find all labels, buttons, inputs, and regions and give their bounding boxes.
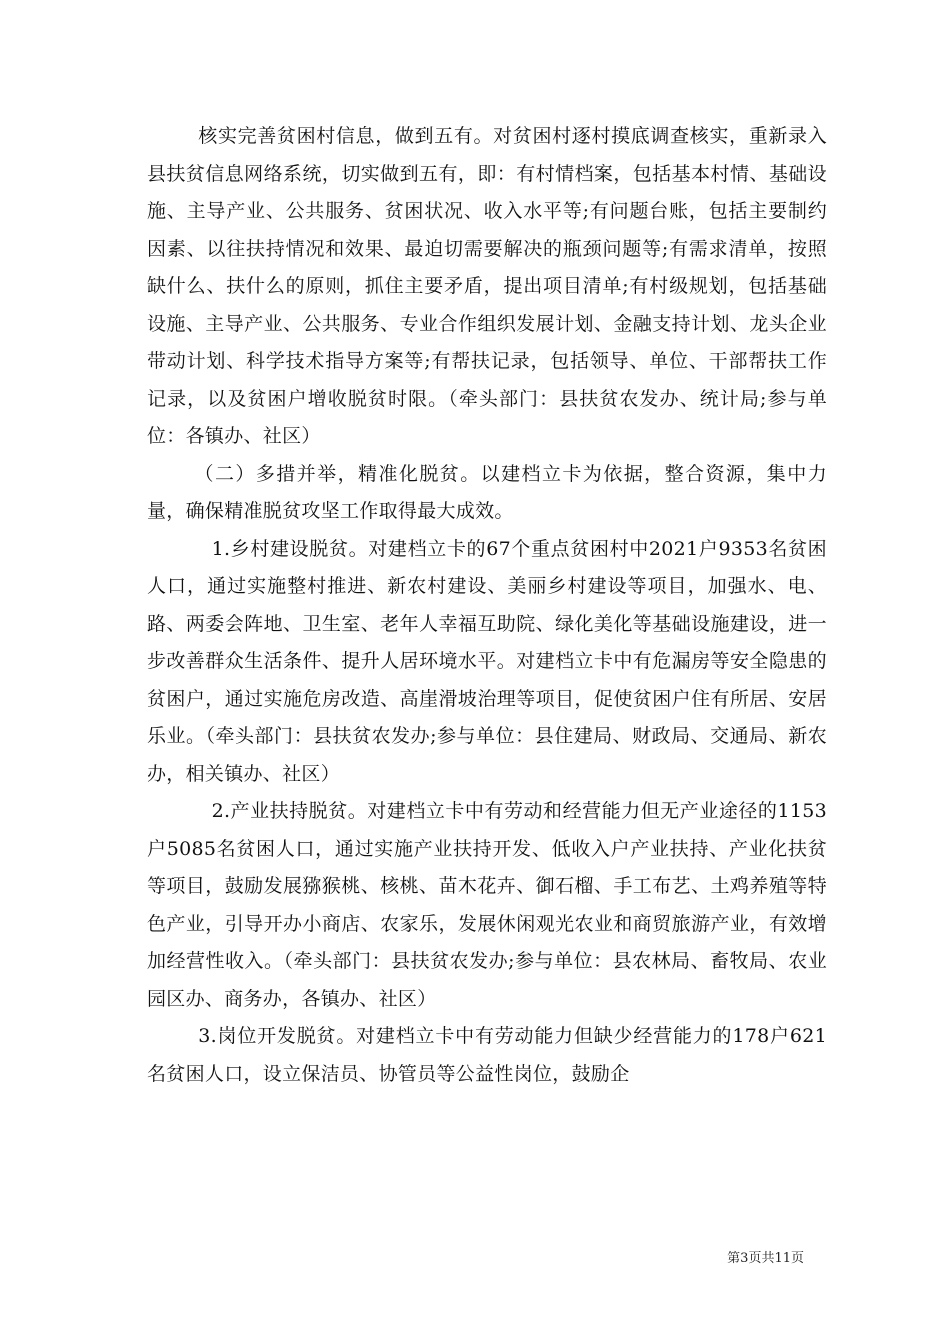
document-body [147,118,827,1093]
paragraph-rural-construction: 1.乡村建设脱贫。对建档立卡的67个重点贫困村中2021户9353名贫困人口，通过实施整村推进、新农村建设、美丽乡村建设等项目，加强水、电、路、两委会阵地、卫生室、老年人幸福互助院、绿化美化等基础设施建设，进一步改善群众生活条件、提升人居环境水平。对建档立卡中有危漏房等安全隐患的贫困户，通过实施危房改造、高崖滑坡治理等项目，促使贫困户住有所居、安居乐业。（牵头部门：县扶贫农发办;参与单位：县住建局、财政局、交通局、新农办，相关镇办、社区） [147,537,827,785]
paragraph-industry-support: 2.产业扶持脱贫。对建档立卡中有劳动和经营能力但无产业途径的1153户5085名贫困人口，通过实施产业扶持开发、低收入户产业扶持、产业化扶贫等项目，鼓励发展猕猴桃、核桃、苗木花卉、御石榴、手工布艺、土鸡养殖等特色产业，引导开办小商店、农家乐，发展休闲观光农业和商贸旅游产业，有效增加经营性收入。（牵头部门：县扶贫农发办;参与单位：县农林局、畜牧局、农业园区办、商务办，各镇办、社区） [147,800,827,1010]
page-number-footer: 第3页共11页 [727,1251,804,1266]
paragraph-job-development: 3.岗位开发脱贫。对建档立卡中有劳动能力但缺少经营能力的178户621名贫困人口，设立保洁员、协管员等公益性岗位，鼓励企 [147,1025,827,1085]
paragraph-village-info: 核实完善贫困村信息，做到五有。对贫困村逐村摸底调查核实，重新录入县扶贫信息网络系统，切实做到五有，即：有村情档案，包括基本村情、基础设施、主导产业、公共服务、贫困状况、收入水平等;有问题台账，包括主要制约因素、以往扶持情况和效果、最迫切需要解决的瓶颈问题等;有需求清单，按照缺什么、扶什么的原则，抓住主要矛盾，提出项目清单;有村级规划，包括基础设施、主导产业、公共服务、专业合作组织发展计划、金融支持计划、龙头企业带动计划、科学技术指导方案等;有帮扶记录，包括领导、单位、干部帮扶工作记录，以及贫困户增收脱贫时限。（牵头部门：县扶贫农发办、统计局;参与单位：各镇办、社区） [147,125,827,447]
paragraph-section-two: （二）多措并举，精准化脱贫。以建档立卡为依据，整合资源，集中力量，确保精准脱贫攻坚工作取得最大成效。 [147,462,827,522]
